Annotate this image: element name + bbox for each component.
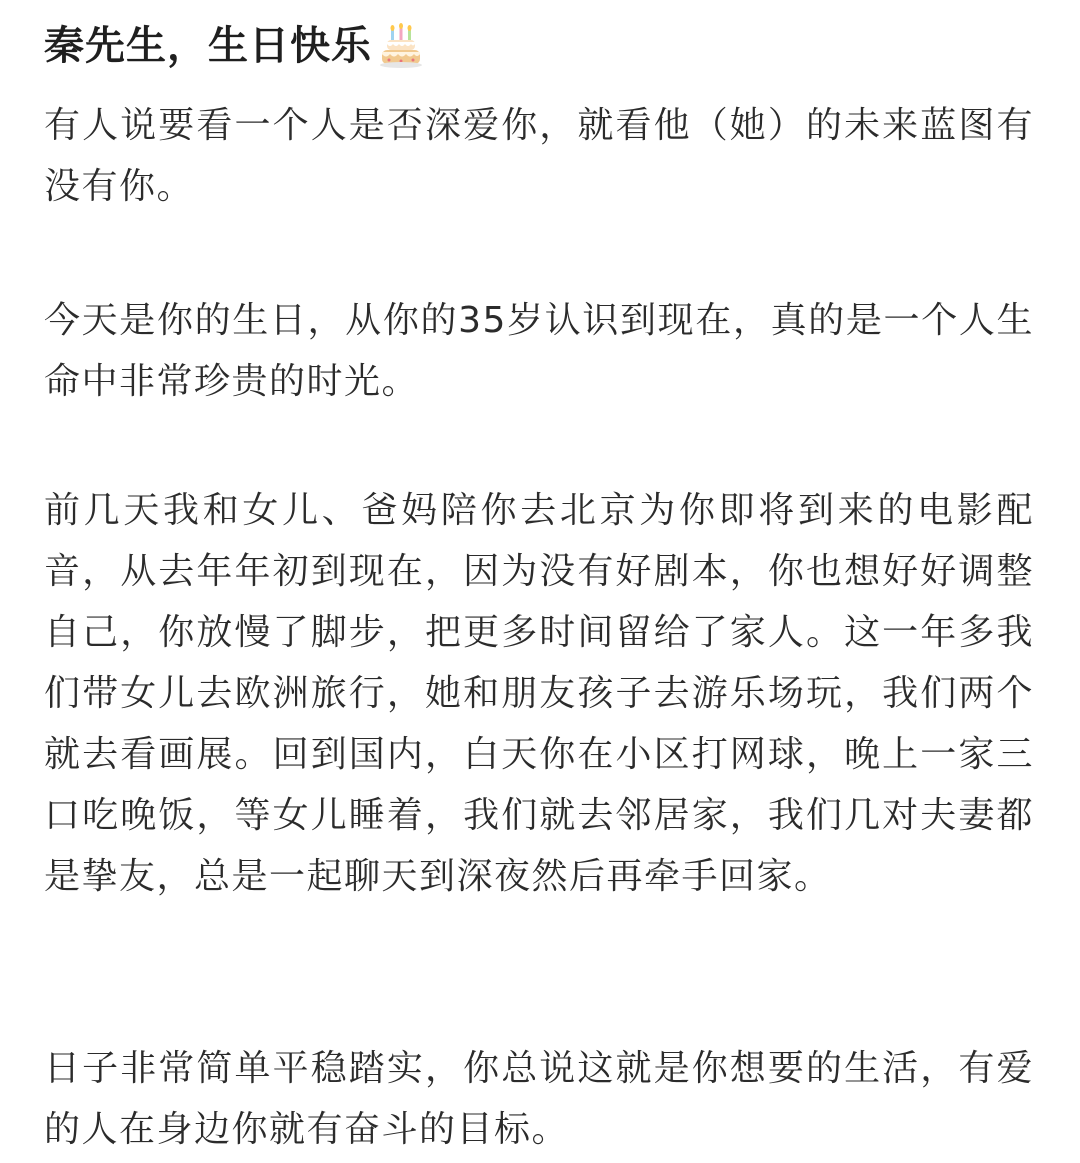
- post-title: 秦先生，生日快乐: [44, 23, 372, 69]
- post-paragraph: 前几天我和女儿、爸妈陪你去北京为你即将到来的电影配音，从去年年初到现在，因为没有好剧本，你也想好好调整自己，你放慢了脚步，把更多时间留给了家人。这一年多我们带女儿去欧洲旅行，她和朋友孩子去游乐场玩，我们两个就去看画展。回到国内，白天你在小区打网球，晚上一家三口吃晚饭，等女儿睡着，我们就去邻居家，我们几对夫妻都是挚友，总是一起聊天到深夜然后再牵手回家。: [44, 490, 1034, 897]
- post-paragraph: 今天是你的生日，从你的35岁认识到现在，真的是一个人生命中非常珍贵的时光。: [44, 300, 1034, 402]
- birthday-cake-icon: [378, 23, 424, 69]
- post-paragraph: 有人说要看一个人是否深爱你，就看他（她）的未来蓝图有没有你。: [44, 105, 1034, 207]
- post-paragraph: 日子非常简单平稳踏实，你总说这就是你想要的生活，有爱的人在身边你就有奋斗的目标。: [44, 1048, 1034, 1150]
- post-header: [44, 14, 424, 78]
